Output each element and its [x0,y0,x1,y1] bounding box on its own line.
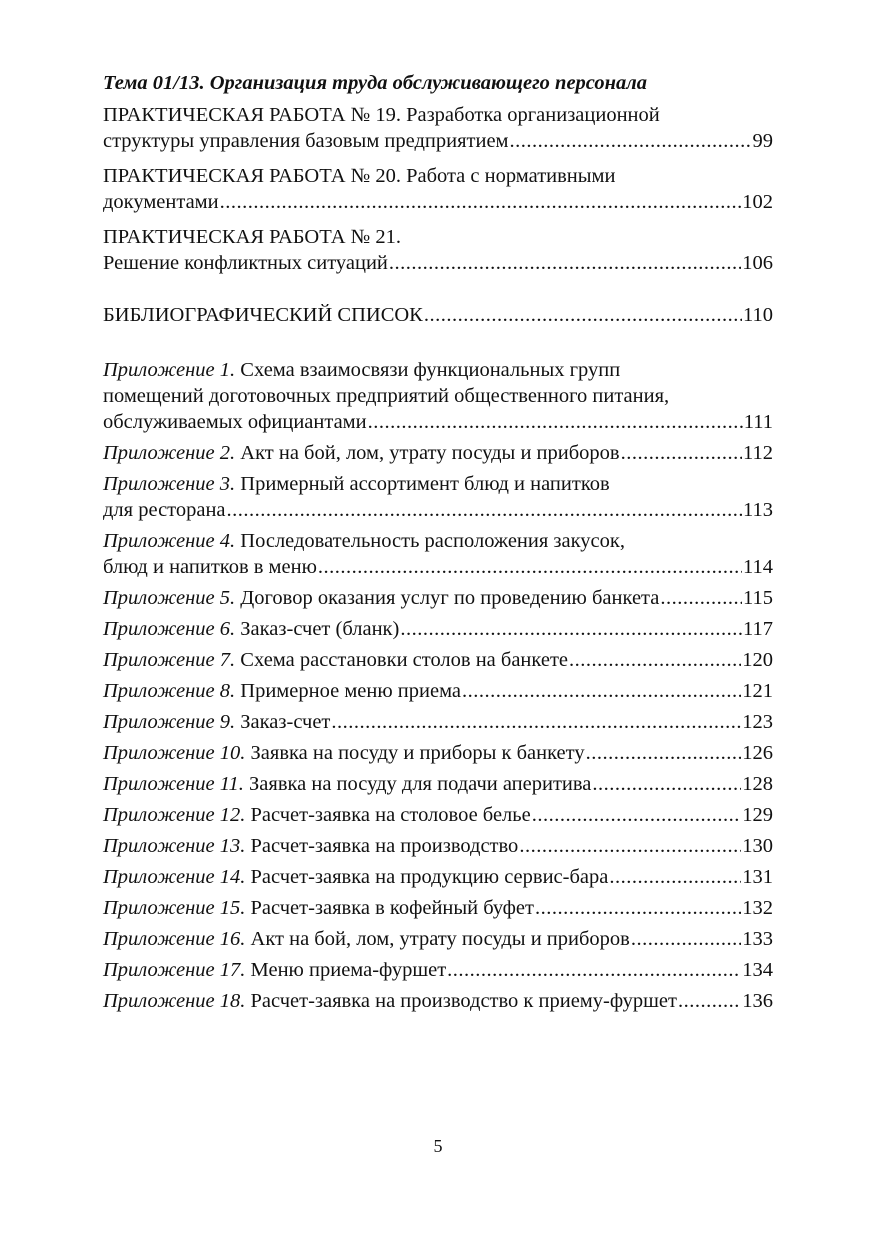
toc-entry-line [103,471,773,497]
dot-leader [535,895,741,921]
toc-entry-text: Заявка на посуду для подачи аперитива [249,773,592,795]
page-ref: 114 [743,556,773,578]
appendix-entry [103,740,773,766]
dot-leader [678,988,741,1014]
appendix-label: Приложение 8. [103,680,236,702]
toc-entry-line: ПРАКТИЧЕСКАЯ РАБОТА № 20. Работа с нормативными [103,165,616,187]
dot-leader [400,616,742,642]
toc-entry-text: Расчет-заявка на продукцию сервис-бара [250,866,609,888]
toc-entry-last-line [103,957,773,983]
table-of-contents [103,68,773,1019]
toc-entry-text-wrap [103,895,534,921]
toc-entry-text: Примерный ассортимент блюд и напитков [240,473,610,495]
page-ref: 123 [742,711,773,733]
page-ref: 121 [742,680,773,702]
toc-entry-line [103,357,773,383]
toc-entry-last-line [103,771,773,797]
appendix-entry [103,771,773,797]
toc-entry-text-wrap [103,497,226,523]
appendix-entry [103,647,773,673]
page-ref: 113 [743,499,773,521]
toc-entry-last-line [103,988,773,1014]
appendix-label: Приложение 9. [103,711,236,733]
toc-entry-last-line [103,895,773,921]
appendix-label: Приложение 4. [103,530,236,552]
toc-entry-line: ПРАКТИЧЕСКАЯ РАБОТА № 19. Разработка организационной [103,104,660,126]
dot-leader [447,957,741,983]
dot-leader [318,554,742,580]
page-ref: 128 [742,773,773,795]
appendix-label: Приложение 1. [103,359,236,381]
toc-entry-last-line [103,740,773,766]
appendix-entry [103,616,773,642]
appendix-entry [103,864,773,890]
toc-entry-text-wrap [103,833,518,859]
dot-leader [227,497,742,523]
appendix-entry [103,988,773,1014]
toc-entry [103,224,773,276]
toc-entry-line [103,383,773,409]
toc-entry-text: Схема расстановки столов на банкете [240,649,569,671]
toc-entry-text-wrap [103,585,659,611]
appendices-list [103,357,773,1014]
toc-entry-text-wrap [103,440,620,466]
appendix-label: Приложение 7. [103,649,236,671]
page-ref: 102 [742,191,773,213]
toc-entry-text-wrap [103,771,591,797]
dot-leader [519,833,741,859]
page-ref: 132 [742,897,773,919]
toc-entry-text-wrap [103,864,608,890]
toc-entry-text-wrap [103,926,630,952]
toc-entry-text: Заявка на посуду и приборы к банкету [250,742,585,764]
toc-entry-text-wrap [103,616,399,642]
dot-leader [621,440,742,466]
page-ref: 133 [742,928,773,950]
appendix-label: Приложение 2. [103,442,236,464]
toc-entry-text: Акт на бой, лом, утрату посуды и приборов [250,928,630,950]
toc-entry-last-line [103,833,773,859]
page-ref: 106 [742,252,773,274]
appendix-entry [103,585,773,611]
appendix-label: Приложение 14. [103,866,246,888]
appendix-label: Приложение 15. [103,897,246,919]
toc-entry-last-line [103,709,773,735]
dot-leader [462,678,741,704]
toc-entry-last-line [103,647,773,673]
appendix-entry [103,471,773,523]
toc-entry-text-wrap [103,709,330,735]
appendix-entry [103,833,773,859]
toc-entry-last-line [103,497,773,523]
toc-entry-text: блюд и напитков в меню [103,556,317,578]
appendix-label: Приложение 16. [103,928,246,950]
toc-entry-text: для ресторана [103,499,226,521]
page-ref: 131 [742,866,773,888]
toc-entry-text-wrap [103,802,531,828]
appendix-entry [103,440,773,466]
page-ref: 117 [743,618,773,640]
toc-entry-text: структуры управления базовым предприятием [103,130,509,152]
toc-entry-last-line [103,616,773,642]
dot-leader [331,709,741,735]
page-ref: 115 [743,587,773,609]
appendix-entry [103,957,773,983]
toc-entry-text: помещений доготовочных предприятий общественного питания, [103,385,670,407]
appendix-entry [103,528,773,580]
toc-entry-last-line [103,554,773,580]
page-ref: 110 [743,304,773,326]
toc-entry-text: Последовательность расположения закусок, [240,530,625,552]
page-number: 5 [433,1136,443,1156]
dot-leader [631,926,741,952]
toc-entry-last-line [103,802,773,828]
toc-entry-text: Заказ-счет (бланк) [240,618,400,640]
appendix-entry [103,895,773,921]
toc-entry-last-line [103,926,773,952]
page-ref: 126 [742,742,773,764]
appendix-entry [103,357,773,435]
page-ref: 111 [743,411,773,433]
toc-entry-text-wrap [103,740,585,766]
toc-entry-text: Расчет-заявка на производство [250,835,519,857]
appendix-entry [103,709,773,735]
appendix-label: Приложение 17. [103,959,246,981]
toc-entry-last-line [103,678,773,704]
dot-leader [368,409,743,435]
toc-entry-text-wrap [103,409,367,435]
toc-entry-text: Расчет-заявка на производство к приему-фуршет [250,990,677,1012]
toc-entry-line [103,528,773,554]
toc-entry-last-line [103,409,773,435]
page-ref: 112 [743,442,773,464]
dot-leader [592,771,741,797]
toc-entry-last-line [103,585,773,611]
dot-leader [389,250,741,276]
appendix-label: Приложение 5. [103,587,236,609]
page-ref: 130 [742,835,773,857]
toc-entry-last-line [103,302,773,328]
dot-leader [510,128,752,154]
toc-entry-line: ПРАКТИЧЕСКАЯ РАБОТА № 21. [103,226,401,248]
toc-entry-last-line [103,250,773,276]
bibliography-title: БИБЛИОГРАФИЧЕСКИЙ СПИСОК [103,304,423,326]
toc-entry-text: Расчет-заявка в кофейный буфет [250,897,534,919]
dot-leader [586,740,742,766]
toc-entry-text-wrap [103,554,317,580]
toc-entry-last-line [103,440,773,466]
toc-entry-last-line [103,864,773,890]
dot-leader [424,302,742,328]
page-ref: 136 [742,990,773,1012]
toc-entry-text: Решение конфликтных ситуаций [103,252,388,274]
appendix-label: Приложение 12. [103,804,246,826]
dot-leader [569,647,741,673]
toc-entry-text: Расчет-заявка на столовое белье [250,804,531,826]
toc-entry [103,102,773,154]
page-ref: 120 [742,649,773,671]
dot-leader [220,189,742,215]
toc-entry [103,163,773,215]
page-ref: 129 [742,804,773,826]
dot-leader [660,585,742,611]
toc-entry-text: Акт на бой, лом, утрату посуды и приборов [240,442,620,464]
toc-entry-text-wrap [103,678,461,704]
bibliography-entry [103,302,773,328]
toc-entry-text-wrap [103,988,677,1014]
toc-entry-text: Схема взаимосвязи функциональных групп [240,359,621,381]
toc-entry-text-wrap [103,957,446,983]
toc-entry-text: обслуживаемых официантами [103,411,367,433]
appendix-entry [103,926,773,952]
dot-leader [609,864,741,890]
toc-entry-text: Заказ-счет [240,711,331,733]
toc-entry-last-line [103,128,773,154]
page-ref: 99 [752,130,773,152]
appendix-label: Приложение 18. [103,990,246,1012]
toc-entry-text: Договор оказания услуг по проведению банкета [240,587,660,609]
appendix-label: Приложение 11. [103,773,244,795]
appendix-label: Приложение 13. [103,835,246,857]
toc-entry-text: документами [103,191,219,213]
appendix-label: Приложение 10. [103,742,246,764]
appendix-label: Приложение 3. [103,473,236,495]
appendix-entry [103,802,773,828]
toc-entry-last-line [103,189,773,215]
page-ref: 134 [742,959,773,981]
practical-works-list [103,102,773,276]
toc-entry-text-wrap [103,647,568,673]
toc-entry-text: Меню приема-фуршет [250,959,447,981]
appendix-entry [103,678,773,704]
topic-heading: Тема 01/13. Организация труда обслуживающего персонала [103,72,648,94]
appendix-label: Приложение 6. [103,618,236,640]
toc-entry-text: Примерное меню приема [240,680,462,702]
dot-leader [532,802,742,828]
